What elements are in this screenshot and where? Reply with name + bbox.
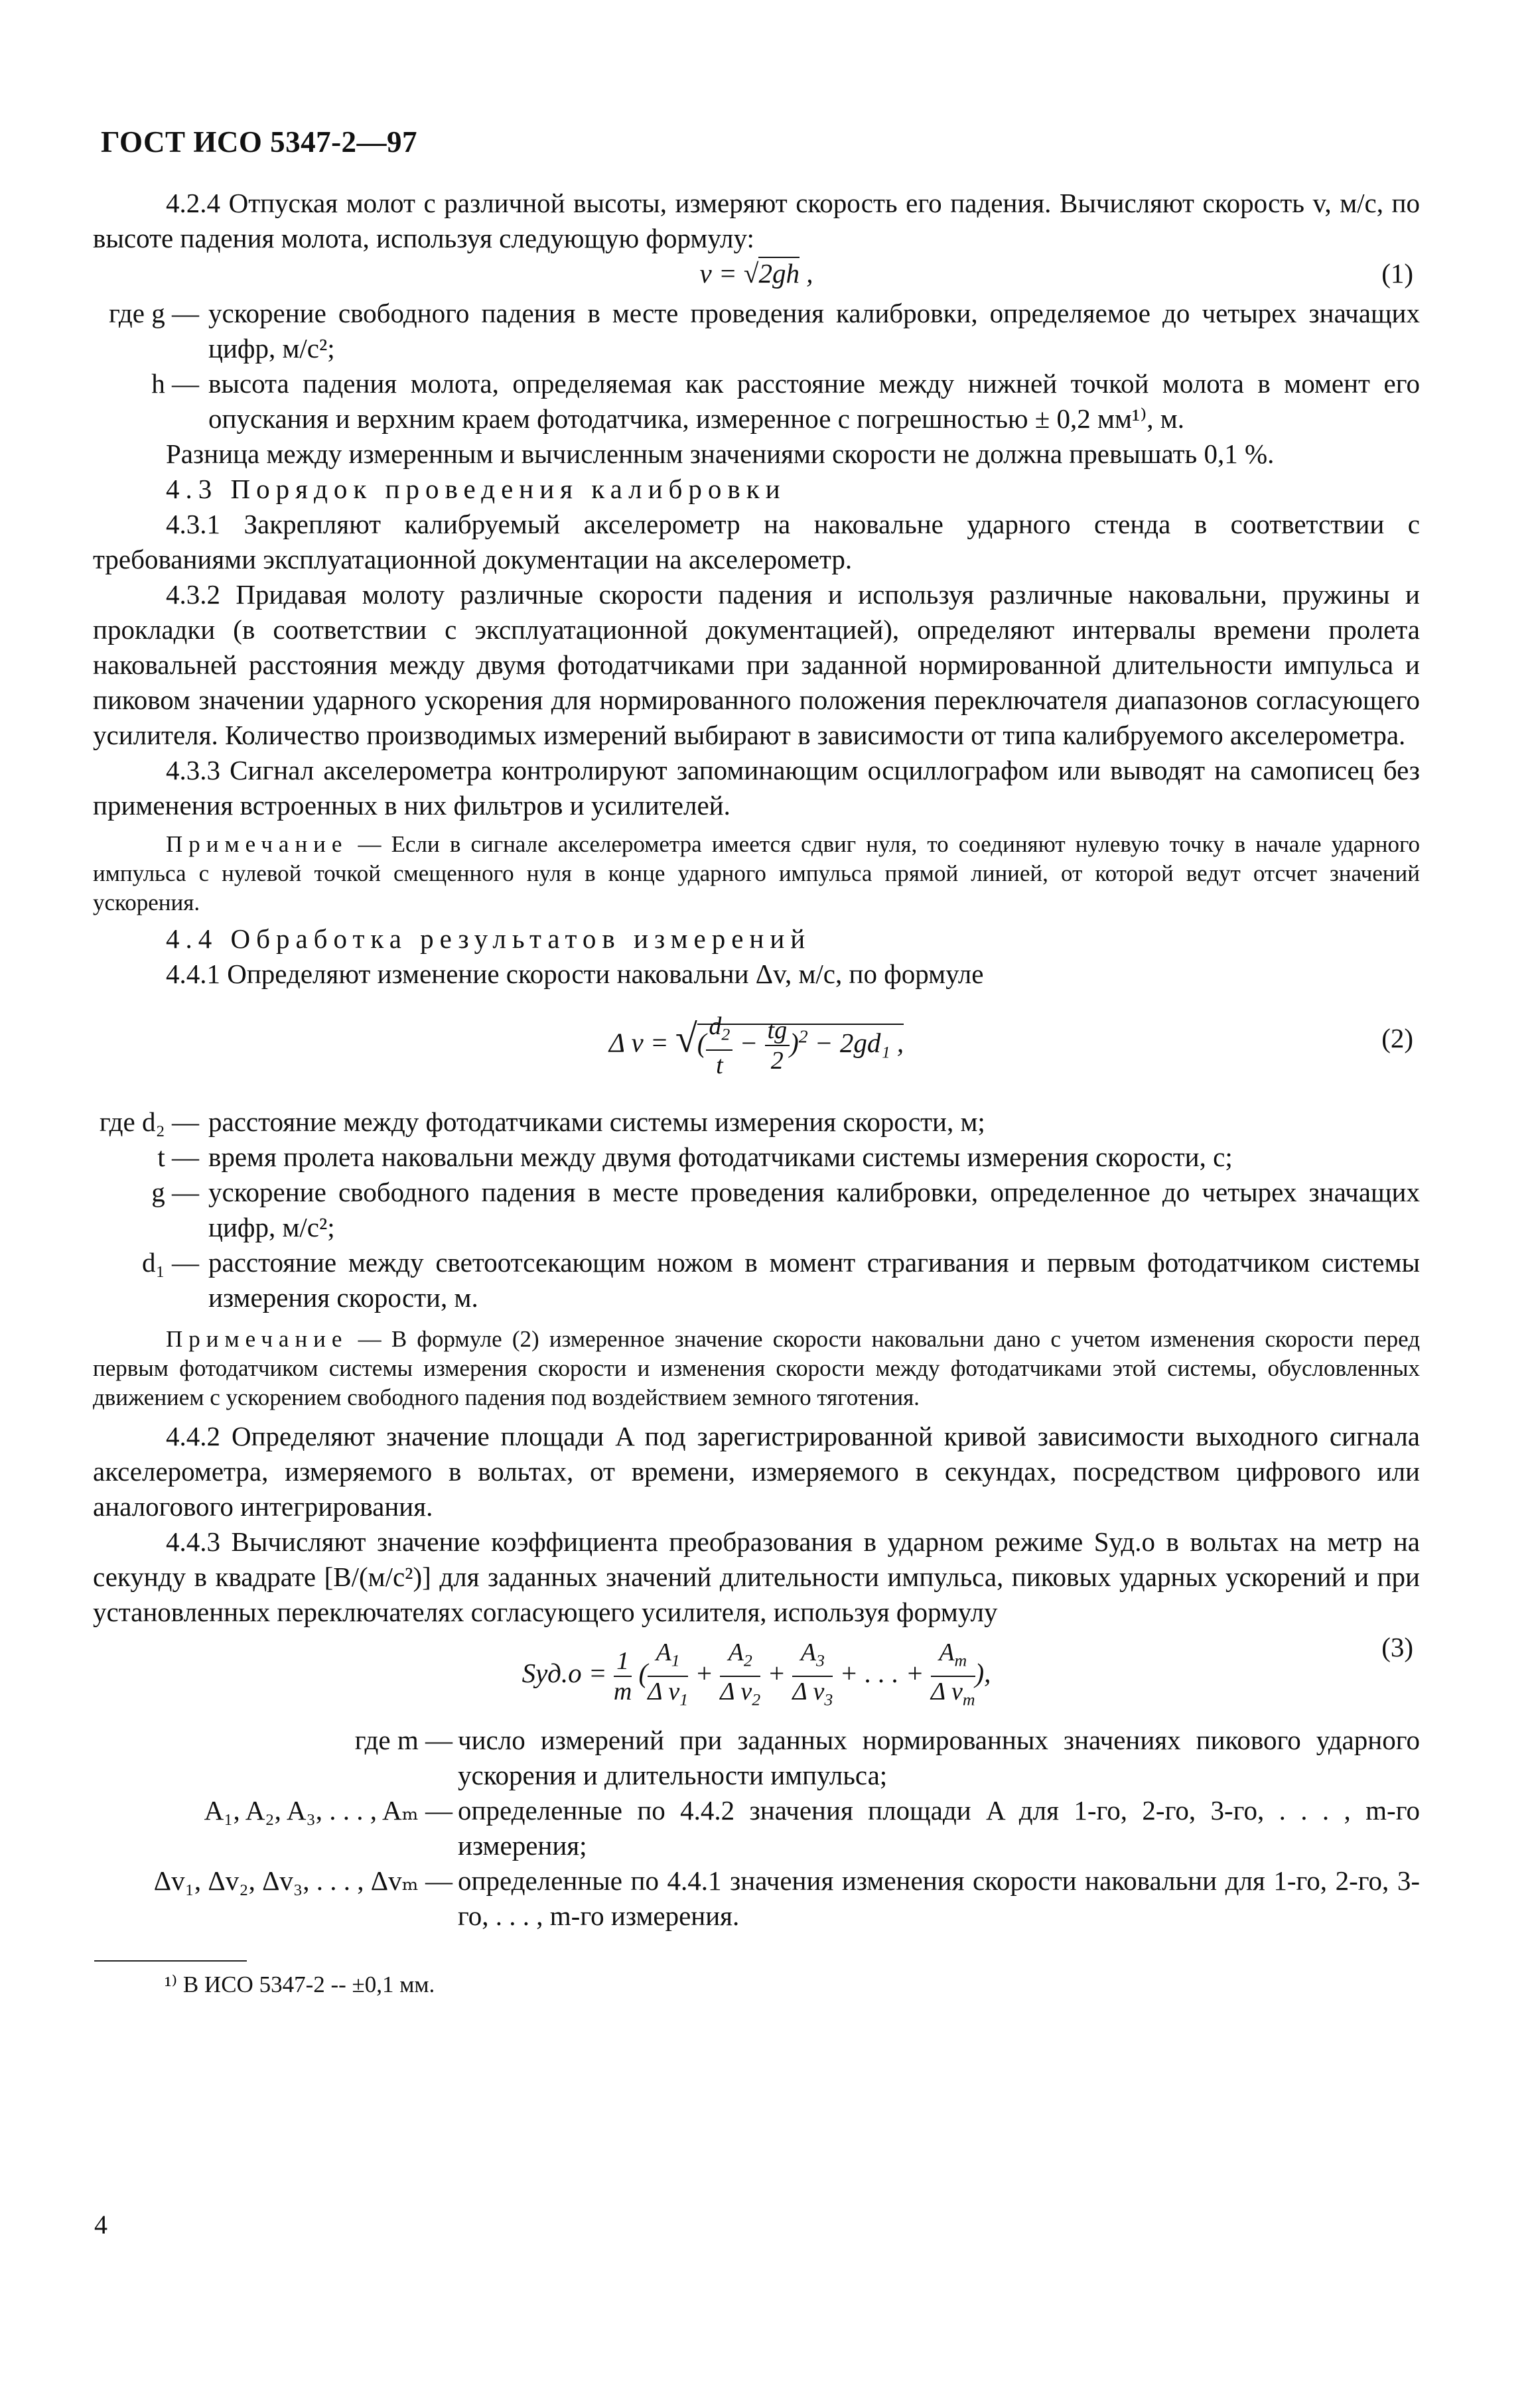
document-header: ГОСТ ИСО 5347-2—97 <box>101 125 418 159</box>
paragraph-4-3-2: 4.3.2 Придавая молоту различные скорости падения и используя различные наковальни, пружины и прокладки (в соответствии с эксплуатационной документацией), определяют интервалы времени пролета наковальней расстояния между двумя фотодатчиками при заданной нормированной длительности импульса и пиковом значении ударного ускорения для нормированного положения переключателя диапазонов согласующего усилителя. Количество производимых измерений выбирают в зависимости от типа калибруемого акселерометра. <box>93 579 1420 750</box>
def-term: где g — <box>109 298 199 328</box>
def-term: где m — <box>354 1725 453 1755</box>
formula-1-number: (1) <box>1381 258 1413 289</box>
formula-3: Sуд.о = $\frac{1}{m}$ ( $\frac{A_1}{\Delta v_1}$ + $\frac{A_2}{\Delta v_2}$ + $\frac{A_3}{\Delta v_3}$ + . . . + $\frac{A_m}{\Delta v_m}$ ), (3) <box>93 1630 1420 1709</box>
def-term: h — <box>151 368 199 399</box>
document-page <box>93 0 1420 2408</box>
document-body <box>93 186 1420 2002</box>
paragraph-4-3-1: 4.3.1 Закрепляют калибруемый акселерометр на наковальне ударного стенда в соответствии с требованиями эксплуатационной документации на акселерометр. <box>93 509 1420 574</box>
paragraph-4-4-1: 4.4.1 Определяют изменение скорости наковальни Δv, м/с, по формуле <box>166 959 984 989</box>
note-label: Примечание <box>166 1326 348 1352</box>
def-desc: время пролета наковальни между двумя фотодатчиками системы измерения скорости, с; <box>208 1142 1233 1172</box>
fraction-a1-dv1: $\frac{A_1}{\Delta v_1}$ <box>648 1639 689 1709</box>
fraction-am-dvm: $\frac{A_m}{\Delta v_m}$ <box>930 1639 975 1709</box>
fraction-d2-t: $\frac{d_2}{t}$ <box>706 1012 732 1080</box>
fraction-a3-dv3: $\frac{A_3}{\Delta v_3}$ <box>792 1639 833 1709</box>
formula-1-trail: , <box>799 258 813 289</box>
formula-1-root: 2gh <box>758 258 800 289</box>
formula-2-rest: − 2gd₁ , <box>807 1027 904 1058</box>
def-desc: определенные по 4.4.2 значения площади A для 1-го, 2-го, 3-го, . . . , m-го измерения; <box>458 1795 1420 1861</box>
def-term: d₁ — <box>141 1247 199 1278</box>
def-desc: определенные по 4.4.1 значения изменения скорости наковальни для 1-го, 2-го, 3-го, . . . , m-го измерения. <box>458 1865 1420 1931</box>
note-2 <box>93 1325 1420 1412</box>
footnote: ¹⁾ В ИСО 5347-2 -- ±0,1 мм. <box>165 1972 435 1997</box>
paragraph-4-3-3: 4.3.3 Сигнал акселерометра контролируют запоминающим осциллографом или выводят на самописец без применения встроенных в них фильтров и усилителей. <box>93 755 1420 821</box>
formula-1 <box>93 256 1420 296</box>
formula-2 <box>93 998 1420 1085</box>
definitions-1 <box>93 296 1420 436</box>
paragraph-difference: Разница между измеренным и вычисленным значениями скорости не должна превышать 0,1 %. <box>166 438 1275 469</box>
formula-3-lhs: Sуд.о = <box>522 1658 614 1688</box>
fraction-1-m: $\frac{1}{m}$ <box>613 1646 632 1706</box>
note-text: — Если в сигнале акселерометра имеется сдвиг нуля, то соединяют нулевую точку в начале ударного импульса с нулевой точкой смещенного нуля в конце ударного импульса прямой линией, от которой ведут отсчет значений ускорения. <box>93 831 1420 915</box>
def-desc: расстояние между фотодатчиками системы измерения скорости, м; <box>208 1106 985 1137</box>
footnote-rule <box>94 1960 247 1962</box>
formula-1-lhs: v = <box>699 258 744 289</box>
note-1 <box>93 830 1420 917</box>
sqrt-sign: √ <box>675 1016 697 1061</box>
def-term: g — <box>151 1177 199 1207</box>
section-4-3-heading: 4.3 Порядок проведения калибровки <box>166 474 786 504</box>
def-term: Δv₁, Δv₂, Δv₃, . . . , Δvₘ — <box>153 1865 453 1896</box>
def-term: t — <box>157 1142 199 1172</box>
note-label: Примечание <box>166 831 348 857</box>
formula-2-number: (2) <box>1381 1023 1413 1053</box>
def-desc: ускорение свободного падения в месте проведения калибровки, определяемое до четырех значащих цифр, м/с²; <box>208 298 1420 364</box>
formula-2-radicand: ( $\frac{d_2}{t}$ − $\frac{tg}{2}$ )$^2$ − 2gd₁ , <box>697 1012 904 1079</box>
def-desc: высота падения молота, определяемая как расстояние между нижней точкой молота в момент его опускания и верхним краем фотодатчика, измеренное с погрешностью ± 0,2 мм¹⁾, м. <box>208 368 1420 434</box>
def-term: где d₂ — <box>99 1106 199 1137</box>
def-desc: ускорение свободного падения в месте проведения калибровки, определенное до четырех значащих цифр, м/с²; <box>208 1177 1420 1242</box>
def-desc: число измерений при заданных нормированных значениях пикового ударного ускорения и длительности импульса; <box>458 1725 1420 1790</box>
paragraph-4-4-2: 4.4.2 Определяют значение площади A под зарегистрированной кривой зависимости выходного сигнала акселерометра, измеряемого в вольтах, от времени, измеряемого в секундах, посредством цифрового или аналогового интегрирования. <box>93 1421 1420 1522</box>
fraction-a2-dv2: $\frac{A_2}{\Delta v_2}$ <box>720 1639 761 1709</box>
definitions-3 <box>93 1723 1420 1934</box>
paragraph-4-4-3: 4.4.3 Вычисляют значение коэффициента преобразования в ударном режиме Sуд.о в вольтах на метр на секунду в квадрате [В/(м/с²)] для заданных значений длительности импульса, пиковых ударных ускорений и при установленных переключателях согласующего усилителя, используя формулу <box>93 1526 1420 1627</box>
page-number: 4 <box>94 2210 107 2240</box>
formula-3-number: (3) <box>1381 1632 1413 1662</box>
def-term: A₁, A₂, A₃, . . . , Aₘ — <box>204 1795 453 1826</box>
definitions-2 <box>93 1104 1420 1315</box>
paragraph-4-2-4: 4.2.4 Отпуская молот с различной высоты, измеряют скорость его падения. Вычисляют скорость v, м/с, по высоте падения молота, используя следующую формулу: <box>93 188 1420 253</box>
note-text: — В формуле (2) измеренное значение скорости наковальни дано с учетом изменения скорости перед первым фотодатчиком системы измерения скорости и изменения скорости между фотодатчиками этой системы, обусловленных движением с ускорением свободного падения под воздействием земного тяготения. <box>93 1326 1420 1410</box>
section-4-4-heading: 4.4 Обработка результатов измерений <box>166 923 811 954</box>
formula-2-lhs: Δ v = <box>608 1027 669 1058</box>
fraction-tg-2: $\frac{tg}{2}$ <box>765 1016 790 1075</box>
sqrt-sign: √ <box>743 258 759 289</box>
def-desc: расстояние между светоотсекающим ножом в момент страгивания и первым фотодатчиком системы измерения скорости, м. <box>208 1247 1420 1313</box>
